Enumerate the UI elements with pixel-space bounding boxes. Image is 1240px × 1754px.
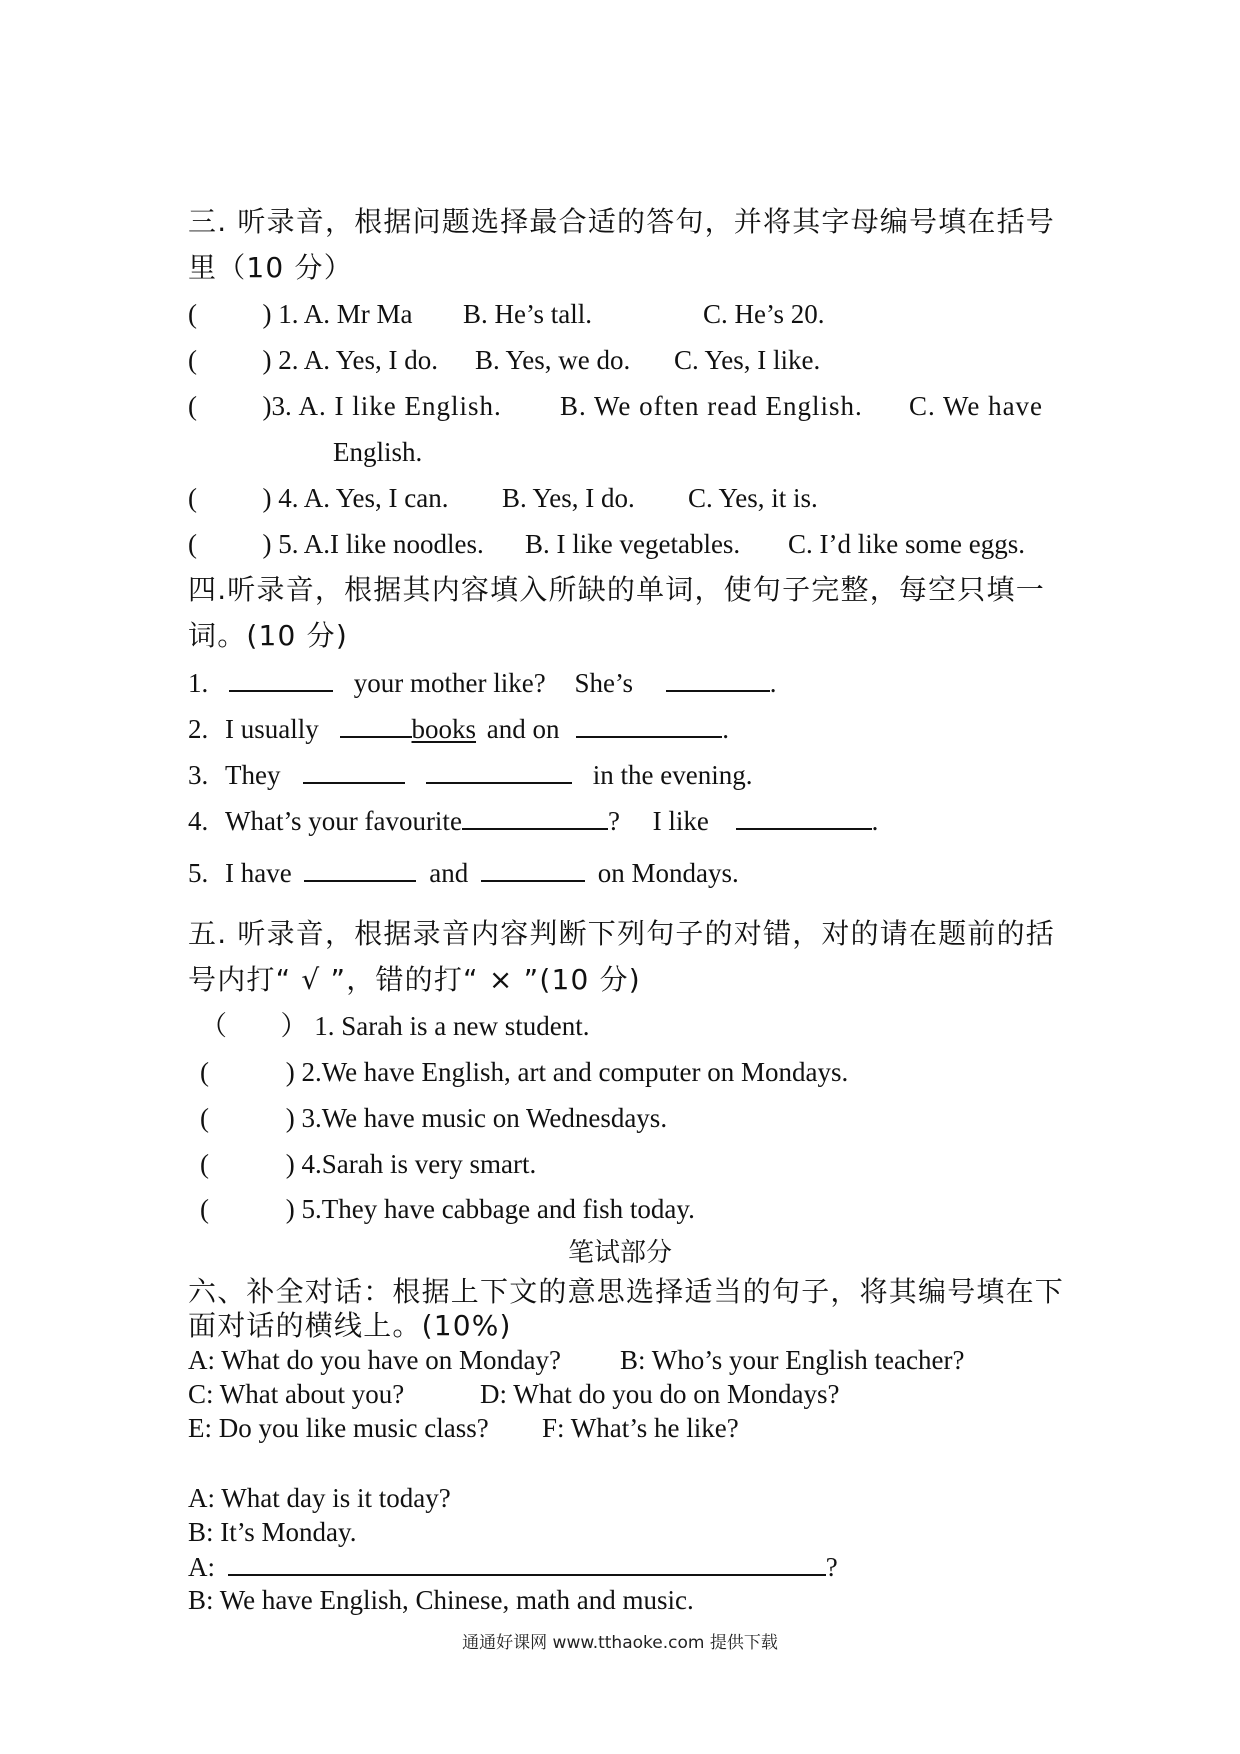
s3-question-1 <box>188 296 413 332</box>
statement-text: 1. Sarah is a new student. <box>314 1011 590 1041</box>
open-paren: ( <box>188 345 197 375</box>
s3-q5-option-c: C. I’d like some eggs. <box>788 529 1025 559</box>
sentence-text: What’s your favourite <box>225 806 462 836</box>
open-paren: ( <box>200 1194 209 1224</box>
option-b: B: Who’s your English teacher? <box>620 1345 965 1375</box>
s5-item-4 <box>200 1146 536 1182</box>
s4-question-1 <box>188 664 776 701</box>
s3-question-3 <box>188 388 502 424</box>
fill-blank[interactable] <box>303 756 405 784</box>
open-paren: ( <box>200 1057 209 1087</box>
option-a: A.I like noodles. <box>303 529 484 559</box>
fill-blank[interactable] <box>666 664 770 692</box>
section4-title-line2: 词。(10 分) <box>188 619 348 652</box>
question-number: 2. <box>188 714 209 744</box>
sentence-text: in the evening. <box>592 760 753 790</box>
question-number: ) 2. <box>262 345 299 375</box>
s3-question-4 <box>188 480 449 516</box>
s3-q3-option-c: C. We have <box>909 391 1044 421</box>
s4-question-5 <box>188 854 739 891</box>
question-number: ) 1. <box>262 299 299 329</box>
section3-title-line1: 三. 听录音，根据问题选择最合适的答句，并将其字母编号填在括号 <box>188 205 1056 238</box>
option-a: A: What do you have on Monday? <box>188 1345 561 1375</box>
option-a: A. Mr Ma <box>303 299 413 329</box>
s3-q2-option-c: C. Yes, I like. <box>674 345 821 375</box>
option-a: A. Yes, I do. <box>303 345 439 375</box>
open-paren: ( <box>188 391 197 421</box>
option-f: F: What’s he like? <box>542 1413 739 1443</box>
s3-q3-option-c-continued: English. <box>333 437 423 467</box>
dialog-fill-blank[interactable] <box>228 1548 826 1576</box>
section6-title-line2: 面对话的横线上。(10%) <box>188 1309 512 1342</box>
open-paren: ( <box>188 483 197 513</box>
statement-text: 4.Sarah is very smart. <box>301 1149 537 1179</box>
s3-q1-option-c: C. He’s 20. <box>703 299 825 329</box>
fill-blank[interactable] <box>304 854 416 882</box>
period: . <box>769 668 777 698</box>
sentence-text: They <box>225 760 281 790</box>
question-number: 5. <box>188 858 209 888</box>
open-paren: ( <box>188 299 197 329</box>
dialog-line-3 <box>188 1548 838 1585</box>
open-paren: ( <box>200 1103 209 1133</box>
fill-blank[interactable] <box>576 710 722 738</box>
footer-credit: 通通好课网 www.tthaoke.com 提供下载 <box>462 1633 778 1653</box>
sentence-text: on Mondays. <box>597 858 739 888</box>
option-e: E: Do you like music class? <box>188 1413 489 1443</box>
s3-q4-option-b: B. Yes, I do. <box>502 483 635 513</box>
written-part-title: 笔试部分 <box>567 1238 672 1268</box>
s3-q5-option-b: B. I like vegetables. <box>525 529 741 559</box>
s3-q2-option-b: B. Yes, we do. <box>475 345 631 375</box>
option-a: A. Yes, I can. <box>303 483 449 513</box>
section5-title-line1: 五. 听录音，根据录音内容判断下列句子的对错，对的请在题前的括 <box>188 917 1056 950</box>
close-paren: ) <box>285 1194 295 1224</box>
question-number: )3. <box>262 391 292 421</box>
statement-text: 3.We have music on Wednesdays. <box>301 1103 668 1133</box>
question-mark: ? <box>607 806 620 836</box>
s5-item-2 <box>200 1054 848 1090</box>
question-number: ) 5. <box>262 529 299 559</box>
sentence-text: your mother like? <box>353 668 546 698</box>
question-number: 4. <box>188 806 209 836</box>
section6-title-line1: 六、补全对话：根据上下文的意思选择适当的句子，将其编号填在下 <box>188 1275 1065 1308</box>
close-paren: ） <box>280 1011 308 1041</box>
question-number: 1. <box>188 668 209 698</box>
section5-title-line2: 号内打“ √ ”，错的打“ × ”(10 分) <box>188 963 641 996</box>
fill-blank[interactable] <box>426 756 572 784</box>
close-paren: ) <box>285 1103 295 1133</box>
s3-q4-option-c: C. Yes, it is. <box>688 483 818 513</box>
option-a: A. I like English. <box>298 391 502 421</box>
option-c: C: What about you? <box>188 1379 405 1409</box>
open-paren: （ <box>200 1011 227 1041</box>
sentence-text: and <box>429 858 469 888</box>
dialog-line-4: B: We have English, Chinese, math and music. <box>188 1585 694 1615</box>
s5-item-1 <box>200 1008 589 1044</box>
sentence-text: I have <box>225 858 292 888</box>
sentence-text: and on <box>486 714 560 744</box>
section4-title-line1: 四.听录音，根据其内容填入所缺的单词，使句子完整，每空只填一 <box>188 573 1045 606</box>
s3-question-5 <box>188 526 484 562</box>
question-number: ) 4. <box>262 483 299 513</box>
close-paren: ) <box>285 1057 295 1087</box>
s4-question-4 <box>188 802 878 839</box>
s4-question-3 <box>188 756 752 793</box>
s5-item-5 <box>200 1191 695 1227</box>
fill-blank[interactable] <box>481 854 585 882</box>
statement-text: 5.They have cabbage and fish today. <box>301 1194 695 1224</box>
s4-question-2 <box>188 710 729 747</box>
s3-q1-option-b: B. He’s tall. <box>463 299 592 329</box>
sentence-text: She’s <box>574 668 633 698</box>
fill-blank[interactable] <box>736 802 872 830</box>
underlined-word: books <box>411 714 477 744</box>
s3-q3-option-b: B. We often read English. <box>560 391 863 421</box>
s3-question-2 <box>188 342 438 378</box>
open-paren: ( <box>188 529 197 559</box>
sentence-text: I like <box>652 806 709 836</box>
statement-text: 2.We have English, art and computer on Mondays. <box>301 1057 849 1087</box>
speaker-label: A: <box>188 1552 215 1582</box>
dialog-line-1: A: What day is it today? <box>188 1483 451 1513</box>
fill-blank[interactable] <box>462 802 608 830</box>
s5-item-3 <box>200 1100 667 1136</box>
sentence-text: I usually <box>225 714 319 744</box>
period: . <box>871 806 879 836</box>
section3-title-line2: 里（10 分） <box>188 251 353 284</box>
open-paren: ( <box>200 1149 209 1179</box>
fill-blank[interactable] <box>229 664 333 692</box>
period: . <box>722 714 729 744</box>
fill-blank[interactable] <box>340 710 412 738</box>
close-paren: ) <box>285 1149 295 1179</box>
question-number: 3. <box>188 760 209 790</box>
dialog-line-2: B: It’s Monday. <box>188 1517 357 1547</box>
question-mark: ? <box>825 1552 838 1582</box>
option-d: D: What do you do on Mondays? <box>480 1379 840 1409</box>
